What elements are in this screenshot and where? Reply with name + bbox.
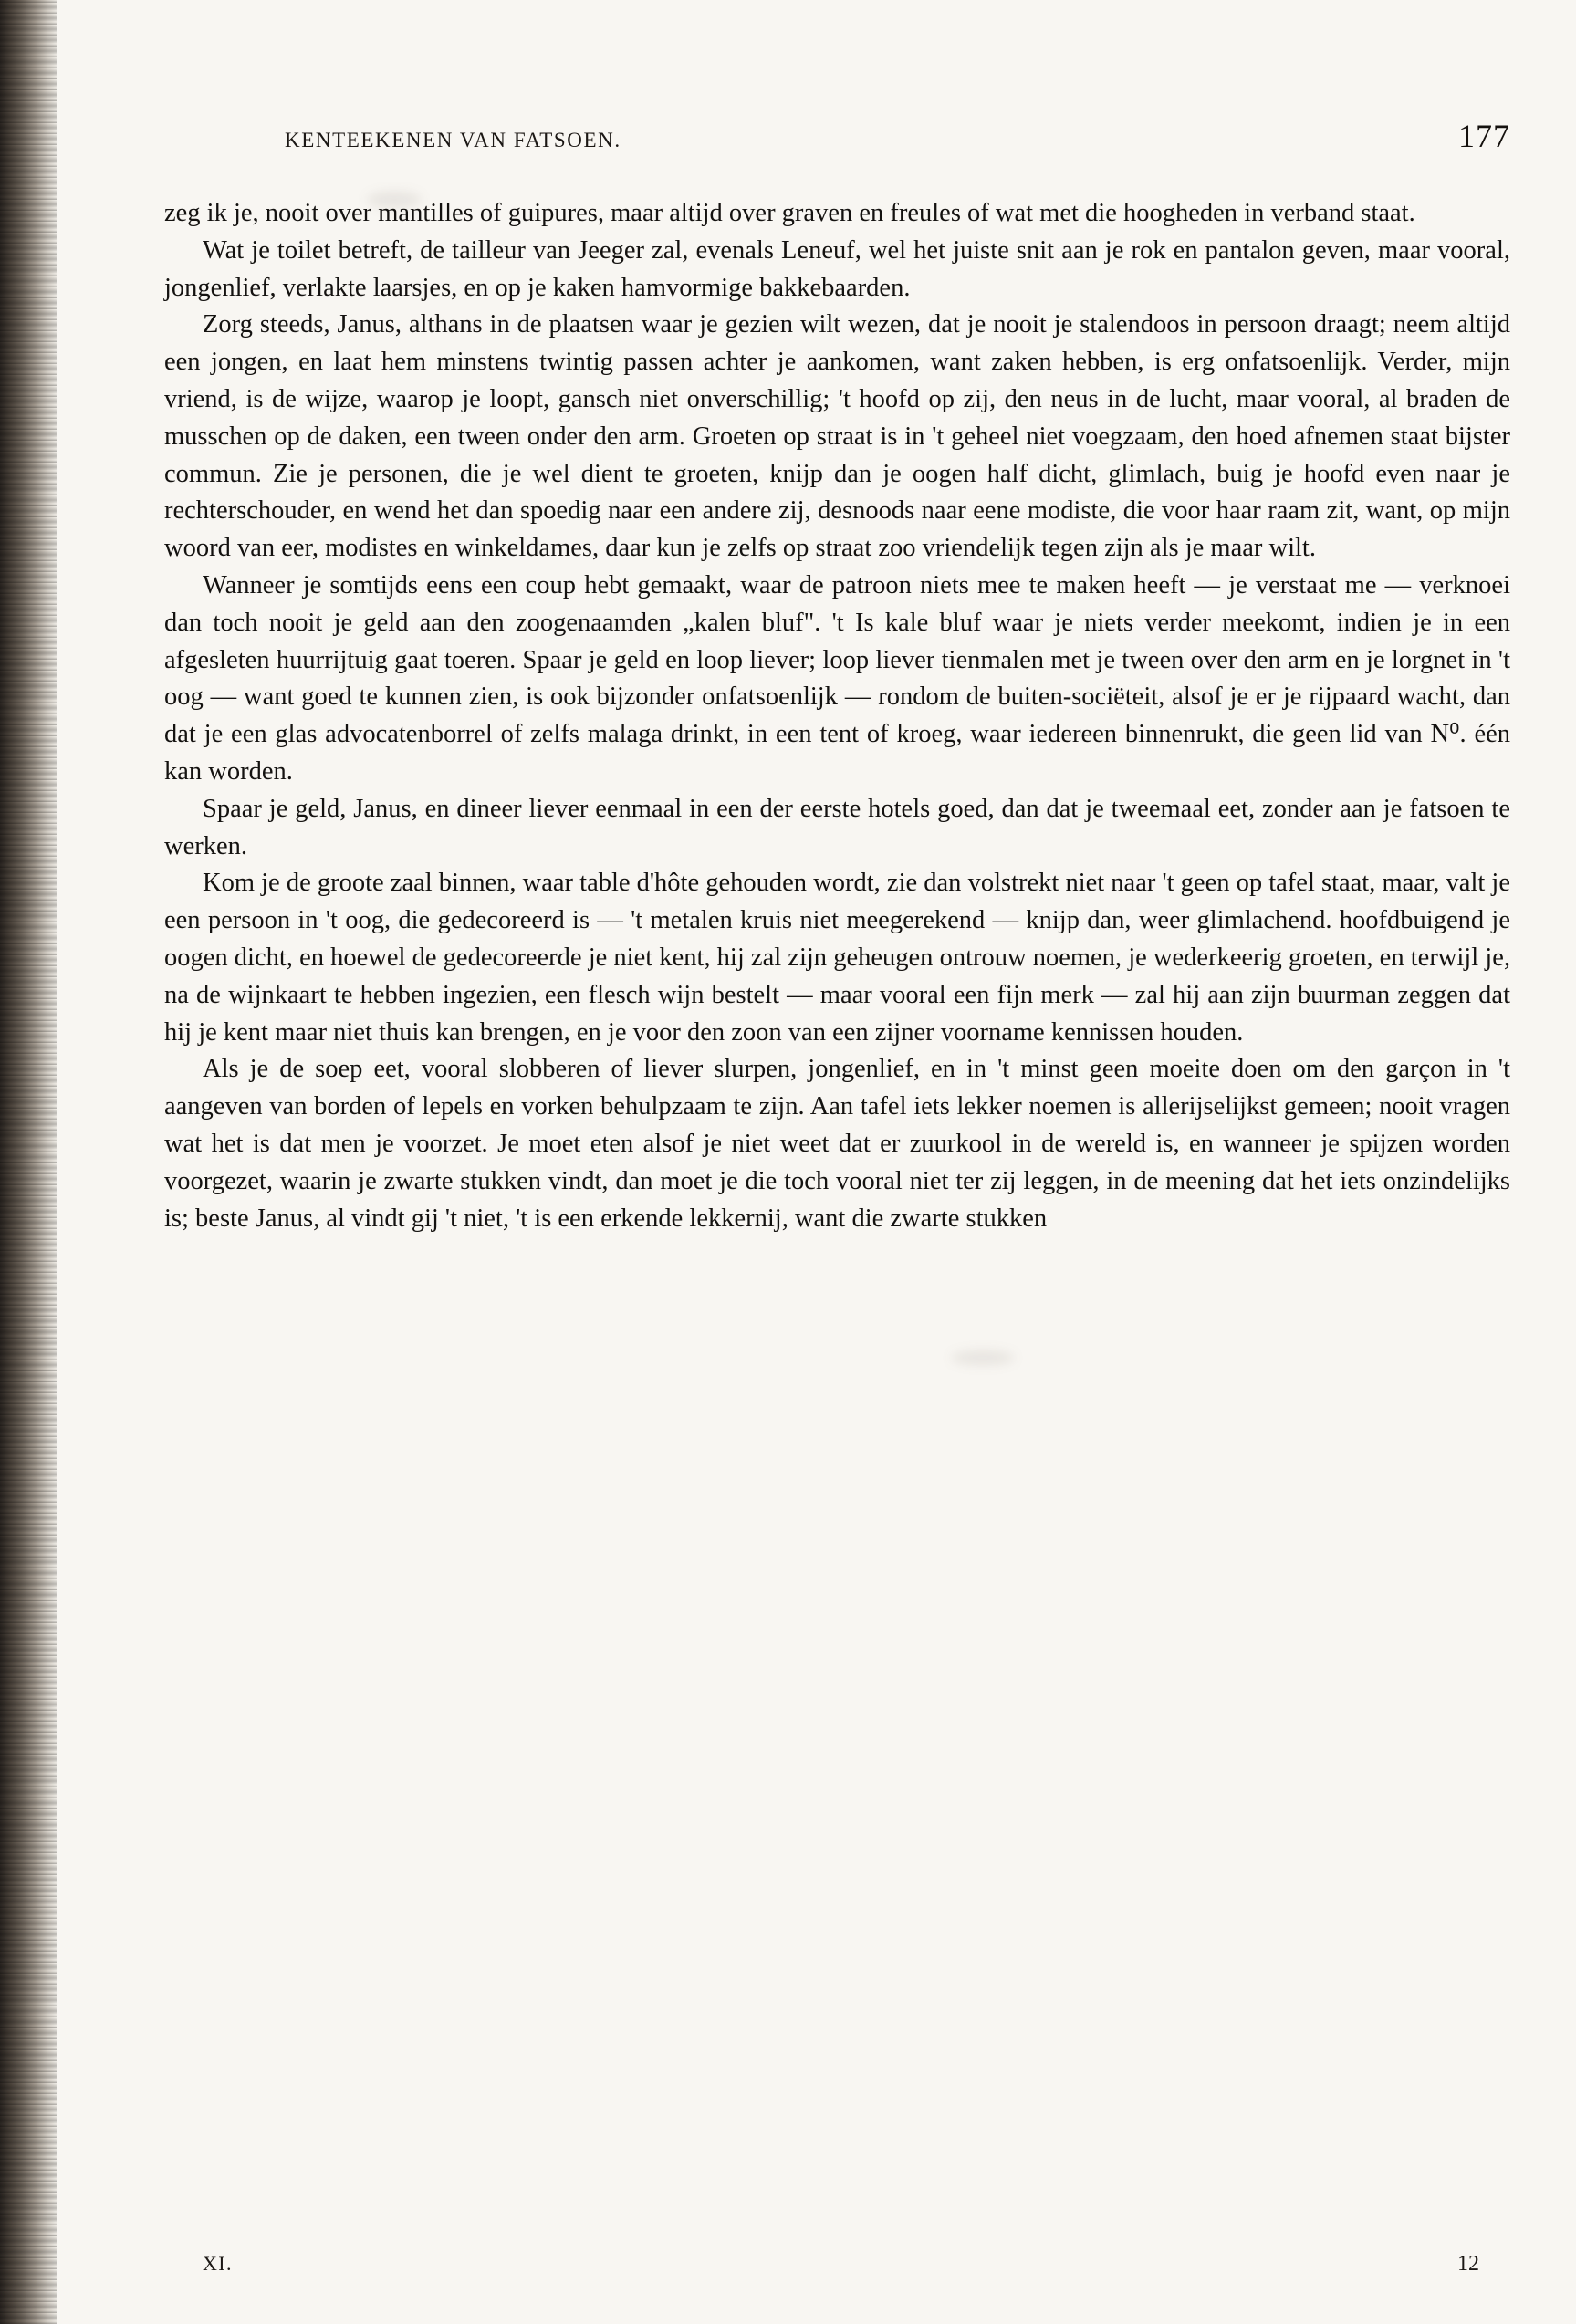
paragraph: Spaar je geld, Janus, en dineer liever eenmaal in een der eerste hotels goed, dan dat je tweemaal eet, zonder aan je fatsoen te werken. <box>164 794 1510 860</box>
folio-number: 12 <box>1457 2252 1479 2276</box>
body-text <box>164 195 1510 1237</box>
paragraph: Wat je toilet betreft, de tailleur van Jeeger zal, evenals Leneuf, wel het juiste snit aan je rok en pantalon geven, maar vooral, jongenlief, verlakte laarsjes, en op je kaken hamvormige bakkebaarden. <box>164 235 1510 302</box>
page-number: 177 <box>1458 118 1510 154</box>
paragraph: zeg ik je, nooit over mantilles of guipures, maar altijd over graven en freules of wat met die hoogheden in verband staat. <box>164 199 1415 227</box>
running-head: KENTEEKENEN VAN FATSOEN. <box>285 129 621 151</box>
binding-edge-texture <box>0 0 57 2324</box>
page-header <box>164 117 1510 155</box>
paragraph: Kom je de groote zaal binnen, waar table d'hôte gehouden wordt, zie dan volstrekt niet naar 't geen op tafel staat, maar, valt je een persoon in 't oog, die gedecoreerd is — 't metalen kruis niet meegerekend — knijp dan, weer glimlachend. hoofdbuigend je oogen dicht, en hoewel de gedecoreerde je niet kent, hij zal zijn geheugen ontrouw noemen, je wederkeerig groeten, en terwijl je, na de wijnkaart te hebben ingezien, een flesch wijn bestelt — maar vooral een fijn merk — zal hij aan zijn buurman zeggen dat hij je kent maar niet thuis kan brengen, en je voor den zoon van een zijner voorname kennissen houden. <box>164 869 1510 1047</box>
signature-mark: XI. <box>203 2252 233 2275</box>
page-content <box>164 117 1510 1237</box>
page-footer <box>164 2252 1510 2277</box>
page-sheet <box>57 0 1576 2324</box>
binding-edge-shadow <box>0 0 57 2324</box>
paragraph: Zorg steeds, Janus, althans in de plaatsen waar je gezien wilt wezen, dat je nooit je stalendoos in persoon draagt; neem altijd een jongen, en laat hem minstens twintig passen achter je aankomen, want zaken hebben, is erg onfatsoenlijk. Verder, mijn vriend, is de wijze, waarop je loopt, gansch niet onverschillig; 't hoofd op zij, den neus in de lucht, maar vooral, al braden de musschen op de daken, een tween onder den arm. Groeten op straat is in 't geheel niet voegzaam, den hoed afnemen staat bijster commun. Zie je personen, die je wel dient te groeten, knijp dan je oogen half dicht, glimlach, buig je hoofd even naar je rechterschouder, en wend het dan spoedig naar een andere zij, desnoods naar eene modiste, die voor haar raam zit, want, op mijn woord van eer, modistes en winkeldames, daar kun je zelfs op straat zoo vriendelijk tegen zijn als je maar wilt. <box>164 310 1510 563</box>
scan-blotch <box>951 1350 1015 1365</box>
paragraph: Als je de soep eet, vooral slobberen of liever slurpen, jongenlief, en in 't minst geen moeite doen om den garçon in 't aangeven van borden of lepels en vorken behulpzaam te zijn. Aan tafel iets lekker noemen is allerijselijkst gemeen; nooit vragen wat het is dat men je voorzet. Je moet eten alsof je niet weet dat er zuurkool in de wereld is, en wanneer je spijzen worden voorgezet, waarin je zwarte stukken vindt, dan moet je die toch vooral niet ter zij leggen, in de meening dat het iets onzindelijks is; beste Janus, al vindt gij 't niet, 't is een erkende lekkernij, want die zwarte stukken <box>164 1055 1510 1233</box>
paragraph: Wanneer je somtijds eens een coup hebt gemaakt, waar de patroon niets mee te maken heeft — je verstaat me — verknoei dan toch nooit je geld aan den zoogenaamden „kalen bluf". 't Is kale bluf waar je niets verder meekomt, indien je in een afgesleten huurrijtuig gaat toeren. Spaar je geld en loop liever; loop liever tienmalen met je tween over den arm en je lorgnet in 't oog — want goed te kunnen zien, is ook bijzonder onfatsoenlijk — rondom de buiten-sociëteit, alsof je er je rijpaard wacht, dan dat je een glas advocatenborrel of zelfs malaga drinkt, in een tent of kroeg, waar iedereen binnenrukt, die geen lid van N⁰. één kan worden. <box>164 570 1510 786</box>
